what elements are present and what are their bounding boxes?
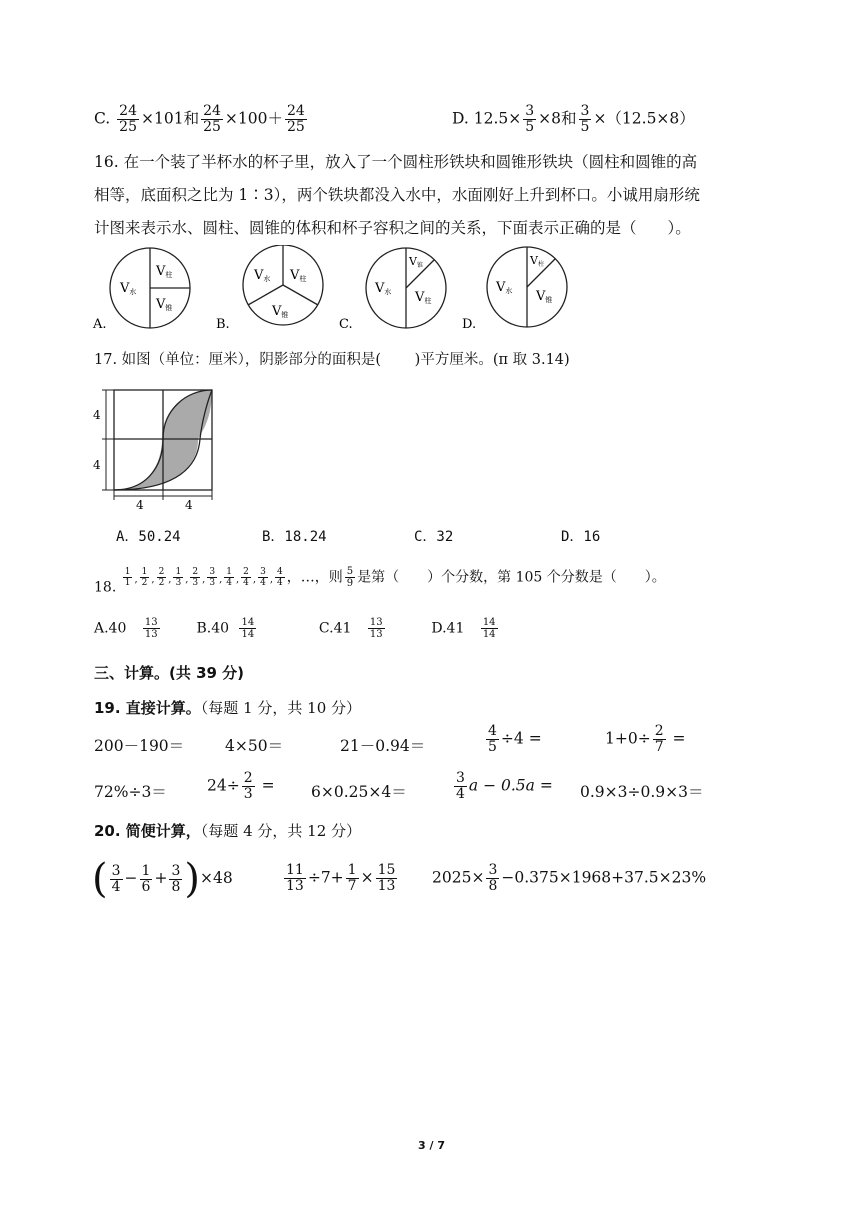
q16-a-label: A. bbox=[93, 317, 107, 332]
q16-option-d[interactable] bbox=[462, 247, 567, 332]
pie-c-water: V水 bbox=[375, 281, 392, 296]
q20-expr-1: ( $\frac{3}{4}$ − $\frac{1}{6}$ + $\frac{3}{8}$ )×48 bbox=[92, 856, 233, 902]
pie-a-cone: V锥 bbox=[156, 297, 173, 312]
pie-a-cylinder: V柱 bbox=[156, 264, 173, 279]
q18-seq-fraction: $\frac{2}{4}$ bbox=[243, 567, 249, 588]
q19-item-6: 72%÷3＝ bbox=[94, 783, 167, 801]
q17-text: 17. 如图（单位：厘米），阴影部分的面积是( )平方厘米。(π 取 3.14) bbox=[94, 352, 570, 368]
pie-a-water: V水 bbox=[120, 281, 137, 296]
q18-option-b[interactable]: B.40 $\frac{14}{14}$ bbox=[196, 617, 255, 640]
pie-b-cone: V锥 bbox=[272, 304, 289, 319]
q17-dim-top: 4 bbox=[93, 408, 101, 422]
q18-seq-fraction: $\frac{1}{3}$ bbox=[175, 567, 182, 588]
q18-seq-fraction: $\frac{4}{4}$ bbox=[277, 567, 283, 588]
q18-seq-fraction: $\frac{2}{3}$ bbox=[192, 567, 199, 588]
q17-option-c[interactable]: C．32 bbox=[414, 529, 454, 545]
q17-figure bbox=[88, 380, 223, 510]
q18-seq-fraction: $\frac{3}{4}$ bbox=[260, 567, 266, 588]
q15-c-frac-3: $\frac{24}{25}$ bbox=[286, 103, 305, 135]
q19-item-7: 24÷ $\frac{2}{3}$ = bbox=[207, 770, 275, 802]
q17-option-a[interactable]: A．50.24 bbox=[116, 529, 181, 545]
q17-dim-left: 4 bbox=[136, 498, 144, 510]
q18-options bbox=[94, 617, 500, 640]
q18-option-a[interactable]: A.40 $\frac{13}{13}$ bbox=[94, 617, 158, 640]
q15-d-frac-1: $\frac{3}{5}$ bbox=[525, 103, 535, 135]
q17-option-b[interactable]: B．18.24 bbox=[262, 529, 327, 545]
q16-line-2: 相等，底面积之比为 1∶3），两个铁块都没入水中，水面刚好上升到杯口。小诚用扇形统 bbox=[94, 186, 700, 204]
q15-c-frac-2: $\frac{24}{25}$ bbox=[203, 103, 221, 135]
q18-seq-fraction: $\frac{1}{4}$ bbox=[226, 567, 232, 588]
q16-line-3: 计图来表示水、圆柱、圆锥的体积和杯子容积之间的关系，下面表示正确的是（ ）。 bbox=[94, 219, 691, 237]
q16-d-label: D. bbox=[462, 317, 477, 332]
q18-option-d[interactable]: D.41 $\frac{14}{14}$ bbox=[431, 617, 496, 640]
q19-item-9: $\frac{3}{4}$ a − 0.5a = bbox=[456, 770, 553, 802]
q18-sequence: $\frac{1}{1}$ , $\frac{1}{2}$ , $\frac{2}{2}$ , $\frac{1}{3}$ , $\frac{2}{3}$ , $\frac{3}{3}$ , $\frac{1}{4}$ , $\frac{2}{4}$ , $\frac{3}{4}$ , $\frac{4}{4}$ bbox=[124, 567, 283, 588]
q19-item-3: 21－0.94＝ bbox=[340, 737, 426, 755]
pie-d-cylinder: V柱 bbox=[530, 254, 544, 268]
q18-target-fraction: $\frac{5}{9}$ bbox=[346, 566, 354, 589]
q16-pie-options bbox=[90, 245, 590, 335]
q18-seq-fraction: $\frac{1}{1}$ bbox=[124, 567, 131, 588]
q17-dim-bottom: 4 bbox=[93, 458, 101, 472]
q15-c-frac-1: $\frac{24}{25}$ bbox=[119, 103, 137, 135]
q16-c-label: C. bbox=[339, 317, 353, 332]
q18-line: 18. $\frac{1}{1}$ , $\frac{1}{2}$ , $\frac{2}{2}$ , $\frac{1}{3}$ , $\frac{2}{3}$ , $\frac{3}{3}$ , $\frac{1}{4}$ , $\frac{2}{4}$ , $\frac{3}{4}$ , $\frac{4}{4}$ ，…，则 $\frac{5}{9}$ 是第（ ）个分数，第 105 个分数是（ ）。 bbox=[94, 566, 666, 596]
q16-line-1: 16. 在一个装了半杯水的杯子里，放入了一个圆柱形铁块和圆锥形铁块（圆柱和圆锥的高 bbox=[94, 153, 698, 171]
q19-heading: 19. 直接计算。（每题 1 分，共 10 分） bbox=[94, 699, 362, 717]
q15-option-c: C. $\frac{24}{25}$ ×101和 $\frac{24}{25}$ ×100＋ $\frac{24}{25}$ bbox=[94, 103, 305, 135]
q18-seq-fraction: $\frac{1}{2}$ bbox=[141, 567, 148, 588]
pie-b-water: V水 bbox=[254, 268, 271, 283]
pie-c-cylinder: V柱 bbox=[415, 290, 432, 305]
q17-dim-right: 4 bbox=[185, 498, 193, 510]
q19-item-8: 6×0.25×4＝ bbox=[311, 783, 407, 801]
q19-item-4: $\frac{4}{5}$ ÷4 = bbox=[488, 723, 542, 755]
q19-item-10: 0.9×3÷0.9×3＝ bbox=[580, 783, 704, 801]
section-3-title: 三、计算。(共 39 分) bbox=[94, 664, 245, 682]
q15-c-label: C. bbox=[94, 109, 111, 128]
q18-option-c[interactable]: C.41 $\frac{13}{13}$ bbox=[318, 617, 383, 640]
q20-expr-3: 2025× $\frac{3}{8}$ −0.375×1968+37.5×23% bbox=[432, 862, 707, 894]
pie-c-cone: V锥 bbox=[409, 255, 423, 269]
q18-seq-fraction: $\frac{2}{2}$ bbox=[158, 567, 165, 588]
q20-expr-2: $\frac{11}{13}$ ÷7+ $\frac{1}{7}$ × $\frac{15}{13}$ bbox=[286, 862, 396, 894]
q15-option-d: D. 12.5× $\frac{3}{5}$ ×8和 $\frac{3}{5}$ ×（12.5×8） bbox=[452, 103, 695, 135]
pie-b-cylinder: V柱 bbox=[290, 268, 307, 283]
q16-option-a[interactable] bbox=[92, 248, 190, 332]
pie-d-water: V水 bbox=[496, 280, 513, 295]
page-number: 3 / 7 bbox=[418, 1139, 445, 1152]
q17-option-d[interactable]: D．16 bbox=[561, 529, 601, 545]
q20-heading: 20. 简便计算，（每题 4 分，共 12 分） bbox=[94, 822, 362, 840]
q15-d-frac-2: $\frac{3}{5}$ bbox=[580, 103, 590, 135]
q19-item-1: 200－190＝ bbox=[94, 737, 185, 755]
q16-option-b[interactable] bbox=[216, 245, 323, 332]
pie-d-cone: V锥 bbox=[536, 289, 553, 304]
q16-option-c[interactable] bbox=[339, 248, 446, 332]
q19-item-5: 1+0÷ $\frac{2}{7}$ = bbox=[605, 723, 686, 755]
q19-item-2: 4×50＝ bbox=[225, 737, 284, 755]
q16-b-label: B. bbox=[216, 317, 230, 332]
q18-seq-fraction: $\frac{3}{3}$ bbox=[209, 567, 216, 588]
